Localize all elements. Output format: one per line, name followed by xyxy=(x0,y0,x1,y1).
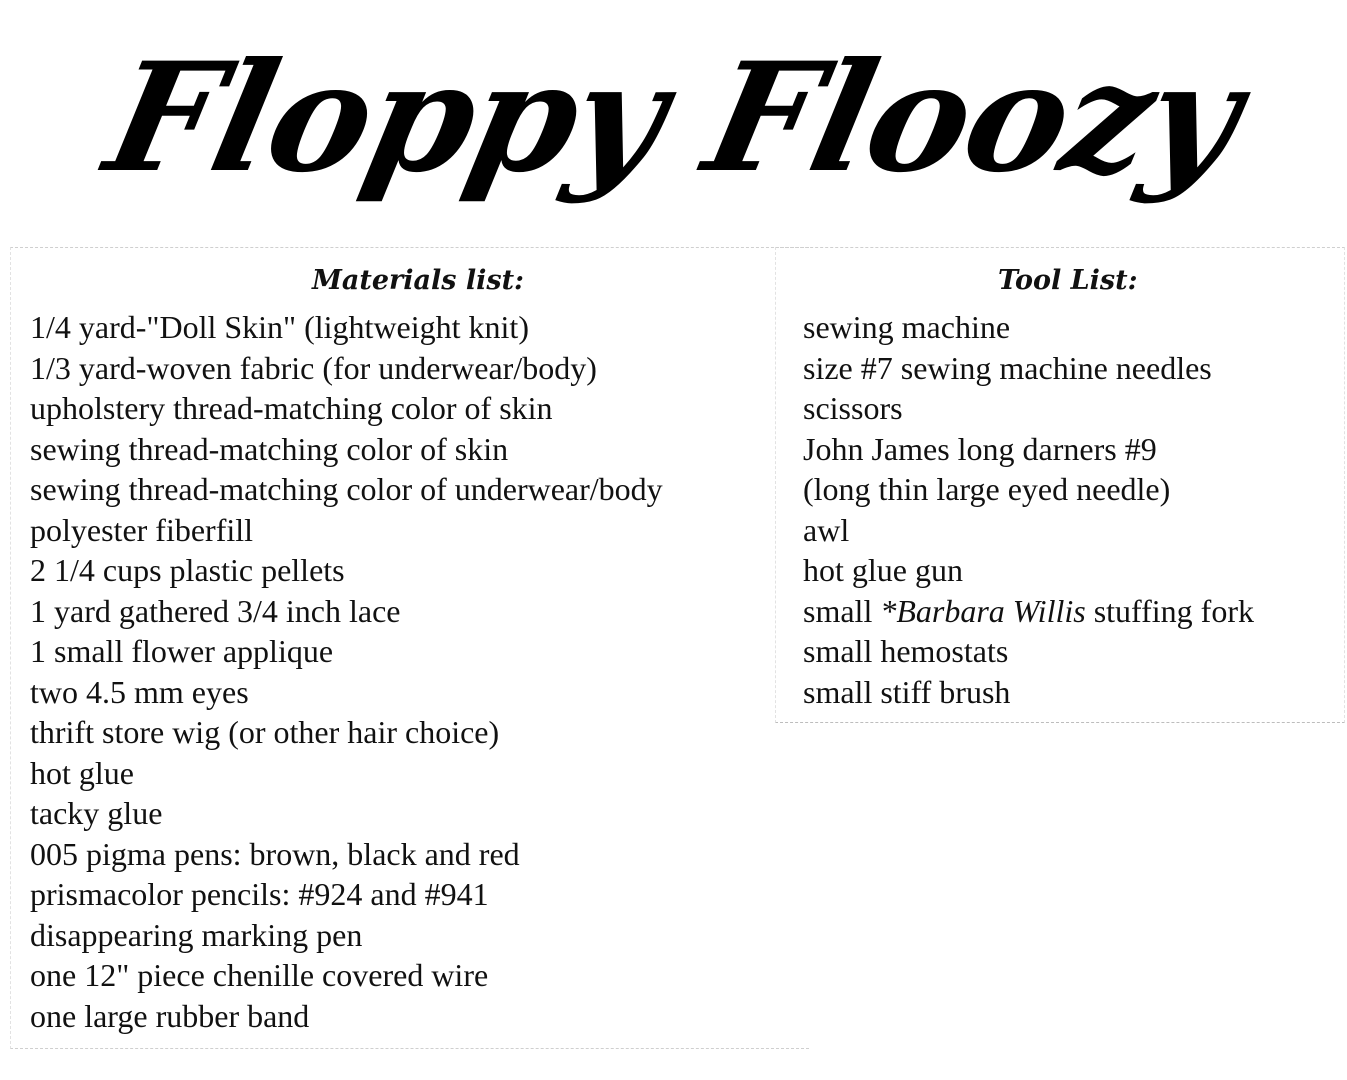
list-item: 2 1/4 cups plastic pellets xyxy=(30,552,345,588)
list-item: disappearing marking pen xyxy=(30,916,363,953)
list-item: 005 pigma pens: brown, black and red xyxy=(30,835,520,872)
fork-prefix: small xyxy=(803,592,881,629)
materials-list xyxy=(30,307,790,1036)
list-item: small hemostats xyxy=(803,633,1009,669)
list-item: 1/3 yard-woven fabric (for underwear/body) xyxy=(30,349,597,386)
list-item: tacky glue xyxy=(30,795,163,831)
list-item: prismacolor pencils: #924 and #941 xyxy=(30,876,489,912)
list-item: polyester fiberfill xyxy=(30,511,254,548)
document-title: Floppy Floozy xyxy=(93,30,1254,206)
list-item: sewing machine xyxy=(803,309,1011,345)
list-item: hot glue gun xyxy=(803,552,963,588)
list-item: (long thin large eyed needle) xyxy=(803,471,1171,507)
list-item: thrift store wig (or other hair choice) xyxy=(30,714,500,750)
fork-suffix: stuffing fork xyxy=(1085,592,1254,629)
list-item: one large rubber band xyxy=(30,997,310,1034)
list-item-fork xyxy=(803,591,1343,632)
list-item: upholstery thread-matching color of skin xyxy=(30,390,553,426)
list-item: small stiff brush xyxy=(803,673,1011,710)
list-item: 1 small flower applique xyxy=(30,633,334,669)
list-item: scissors xyxy=(803,390,903,426)
list-item: one 12" piece chenille covered wire xyxy=(30,957,489,993)
materials-heading: Materials list: xyxy=(312,265,525,296)
tools-list xyxy=(803,307,1343,712)
fork-brand: *Barbara Willis xyxy=(880,592,1086,629)
list-item: sewing thread-matching color of underwear/body xyxy=(30,471,663,507)
list-item: sewing thread-matching color of skin xyxy=(30,430,509,467)
list-item: awl xyxy=(803,511,850,548)
list-item: hot glue xyxy=(30,754,134,791)
list-item: 1 yard gathered 3/4 inch lace xyxy=(30,592,401,629)
tools-heading: Tool List: xyxy=(998,265,1138,296)
list-item: two 4.5 mm eyes xyxy=(30,673,249,710)
list-item: size #7 sewing machine needles xyxy=(803,349,1212,386)
list-item: John James long darners #9 xyxy=(803,430,1157,467)
list-item: 1/4 yard-"Doll Skin" (lightweight knit) xyxy=(30,309,529,345)
